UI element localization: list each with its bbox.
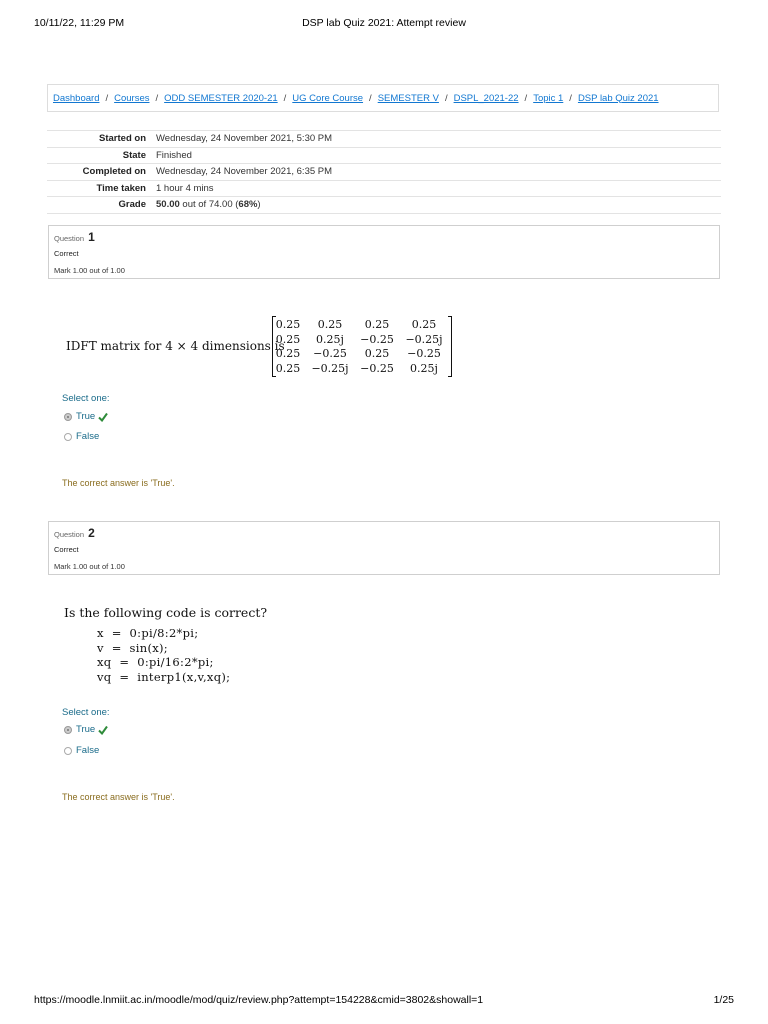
matrix-cell: −0.25 [360,332,394,346]
matrix-row [272,362,452,376]
summary-row [47,180,721,197]
matrix-cell: 0.25 [275,361,301,375]
question-state: Correct [54,545,79,554]
question-label: Question [54,530,85,539]
summary-row-grade [47,197,721,214]
breadcrumb-separator: / [155,92,159,104]
question-mark: Mark 1.00 out of 1.00 [54,562,125,571]
breadcrumb-separator: / [524,92,528,104]
summary-value: Finished [156,147,721,164]
option-true[interactable] [64,411,108,422]
breadcrumb-course[interactable]: DSPL_2021-22 [453,92,519,104]
option-label: False [76,745,100,756]
radio-unselected[interactable] [64,747,72,755]
breadcrumb-semester-category[interactable]: ODD SEMESTER 2020-21 [164,92,278,104]
select-one-label: Select one: [62,393,110,404]
summary-row [47,164,721,181]
code-line: v = sin(x); [97,641,168,655]
code-line: xq = 0:pi/16:2*pi; [97,655,214,669]
radio-selected[interactable] [64,413,72,421]
grade-close: ) [257,199,261,211]
print-url: https://moodle.lnmiit.ac.in/moodle/mod/quiz/review.php?attempt=154228&cmid=3802&showall=1 [34,994,484,1006]
right-answer: The correct answer is 'True'. [62,792,175,802]
summary-key: State [47,147,156,164]
summary-key: Time taken [47,180,156,197]
breadcrumb [47,84,719,112]
idft-matrix [272,316,452,378]
matrix-cell: −0.25 [360,361,394,375]
option-label: True [76,724,96,735]
matrix-cell: 0.25 [275,347,301,360]
matrix-cell: 0.25 [364,318,390,331]
breadcrumb-semester-v[interactable]: SEMESTER V [377,92,439,104]
breadcrumb-separator: / [569,92,572,104]
check-icon [98,725,108,735]
question-num: 2 [88,526,95,540]
breadcrumb-quiz[interactable]: DSP lab Quiz 2021 [577,92,659,104]
print-datetime: 10/11/22, 11:29 PM [34,17,125,29]
select-one-label: Select one: [62,707,110,718]
matrix-cell: −0.25 [313,347,347,360]
right-answer: The correct answer is 'True'. [62,478,175,488]
matrix-row [272,333,452,347]
matrix-cell: 0.25j [316,332,344,346]
option-true[interactable] [64,724,108,735]
summary-key: Started on [47,131,156,148]
matrix-row [272,347,452,361]
question-num: 1 [88,230,95,244]
question-number [54,230,95,244]
matrix-row [272,318,452,332]
matrix-cell: 0.25j [410,361,438,375]
radio-selected[interactable] [64,726,72,734]
question-label: Question [54,234,85,243]
matrix-cell: 0.25 [275,318,301,331]
grade-value [156,197,721,214]
matrix-cell: −0.25 [407,347,441,360]
option-label: True [76,411,96,422]
question-state: Correct [54,249,79,258]
print-page-number: 1/25 [713,994,734,1006]
radio-unselected[interactable] [64,433,72,441]
print-header [34,17,734,31]
code-line: vq = interp1(x,v,xq); [97,670,231,684]
question-1-text: IDFT matrix for 4 × 4 dimensions is [66,339,285,353]
summary-key: Completed on [47,164,156,181]
option-false[interactable] [64,745,99,756]
grade-score: 50.00 [156,199,180,211]
summary-key: Grade [47,197,156,214]
option-false[interactable] [64,431,99,442]
breadcrumb-separator: / [105,92,109,104]
matrix-cell: −0.25j [405,332,443,346]
summary-value: 1 hour 4 mins [156,180,721,197]
matrix-cell: 0.25 [317,318,343,331]
grade-out-of: out of 74.00 ( [179,199,239,211]
option-label: False [76,431,100,442]
grade-percent: 68% [238,199,258,211]
matrix-cell: 0.25 [275,332,301,346]
attempt-summary-table [47,130,721,214]
breadcrumb-separator: / [444,92,448,104]
breadcrumb-separator: / [369,92,372,104]
print-title: DSP lab Quiz 2021: Attempt review [302,17,466,29]
breadcrumb-dashboard[interactable]: Dashboard [53,92,100,104]
matrix-cell: 0.25 [364,347,390,360]
breadcrumb-separator: / [283,92,287,104]
question-2-info [48,521,720,575]
summary-value: Wednesday, 24 November 2021, 5:30 PM [156,131,721,148]
question-1-info [48,225,720,279]
question-number [54,526,95,540]
breadcrumb-ug-core-course[interactable]: UG Core Course [292,92,364,104]
matrix-cell: −0.25j [311,361,349,375]
code-line: x = 0:pi/8:2*pi; [97,626,199,640]
summary-value: Wednesday, 24 November 2021, 6:35 PM [156,164,721,181]
question-mark: Mark 1.00 out of 1.00 [54,266,125,275]
summary-row [47,147,721,164]
summary-row [47,131,721,148]
breadcrumb-topic[interactable]: Topic 1 [533,92,564,104]
matrix-cell: 0.25 [411,318,437,331]
breadcrumb-courses[interactable]: Courses [114,92,150,104]
check-icon [98,412,108,422]
print-footer [34,994,734,1008]
question-2-text: Is the following code is correct? [64,605,268,620]
